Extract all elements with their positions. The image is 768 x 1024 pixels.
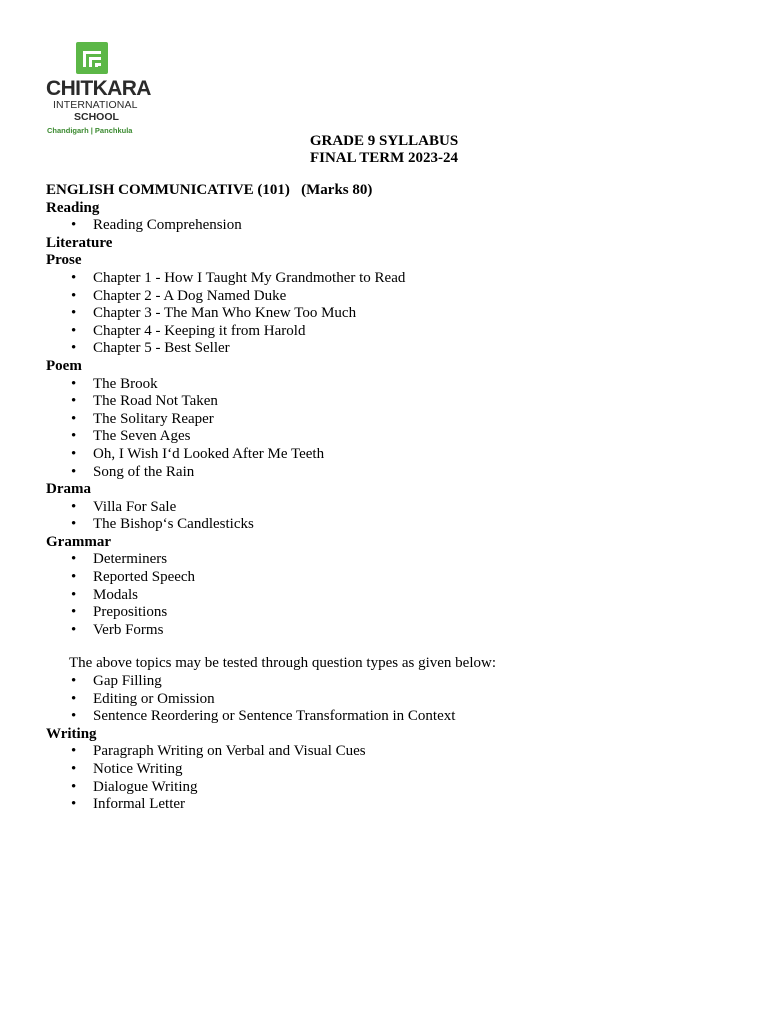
logo-location: Chandigarh | Panchkula [47, 126, 133, 135]
list-item: • The Road Not Taken [46, 393, 726, 411]
list-item: • Informal Letter [46, 796, 726, 814]
list-item: • Notice Writing [46, 761, 726, 779]
spacer [46, 639, 726, 655]
list-item: • The Solitary Reaper [46, 411, 726, 429]
list-item: • Reading Comprehension [46, 217, 726, 235]
list-item: • Verb Forms [46, 622, 726, 640]
section-heading-grammar: Grammar [46, 533, 111, 550]
list-item: • Dialogue Writing [46, 779, 726, 797]
list-item: • Modals [46, 587, 726, 605]
section-heading-reading: Reading [46, 199, 100, 216]
section-heading-poem: Poem [46, 357, 82, 374]
list-item: • Editing or Omission [46, 691, 726, 709]
page-title: GRADE 9 SYLLABUS [309, 133, 459, 149]
term-title: FINAL TERM 2023-24 [309, 150, 459, 166]
list-item: • The Brook [46, 376, 726, 394]
list-item: • Determiners [46, 551, 726, 569]
logo-subtitle: INTERNATIONAL [53, 99, 138, 111]
list-item: • Song of the Rain [46, 464, 726, 482]
section-heading-drama: Drama [46, 481, 91, 498]
list-item: • Sentence Reordering or Sentence Transformation in Context [46, 708, 726, 726]
school-logo [46, 42, 151, 136]
list-item: • Villa For Sale [46, 499, 726, 517]
subject-heading: ENGLISH COMMUNICATIVE (101) (Marks 80) [46, 182, 373, 198]
logo-subtitle-school: SCHOOL [74, 111, 119, 123]
list-item: • Chapter 4 - Keeping it from Harold [46, 323, 726, 341]
logo-name: CHITKARA [46, 77, 151, 100]
list-item: • Chapter 1 - How I Taught My Grandmother to Read [46, 270, 726, 288]
list-item: • Chapter 3 - The Man Who Knew Too Much [46, 305, 726, 323]
section-heading-writing: Writing [46, 725, 97, 742]
section-heading-prose: Prose [46, 252, 82, 269]
list-item: • Gap Filling [46, 673, 726, 691]
list-item: • Oh, I Wish I‘d Looked After Me Teeth [46, 446, 726, 464]
section-heading-literature: Literature [46, 234, 113, 251]
syllabus-content [46, 182, 726, 814]
list-item: • Chapter 2 - A Dog Named Duke [46, 288, 726, 306]
grammar-note: The above topics may be tested through question types as given below: [69, 655, 496, 672]
logo-mark-icon [76, 42, 108, 74]
list-item: • The Seven Ages [46, 428, 726, 446]
list-item: • Prepositions [46, 604, 726, 622]
list-item: • Paragraph Writing on Verbal and Visual Cues [46, 743, 726, 761]
list-item: • The Bishop‘s Candlesticks [46, 516, 726, 534]
list-item: • Chapter 5 - Best Seller [46, 340, 726, 358]
list-item: • Reported Speech [46, 569, 726, 587]
